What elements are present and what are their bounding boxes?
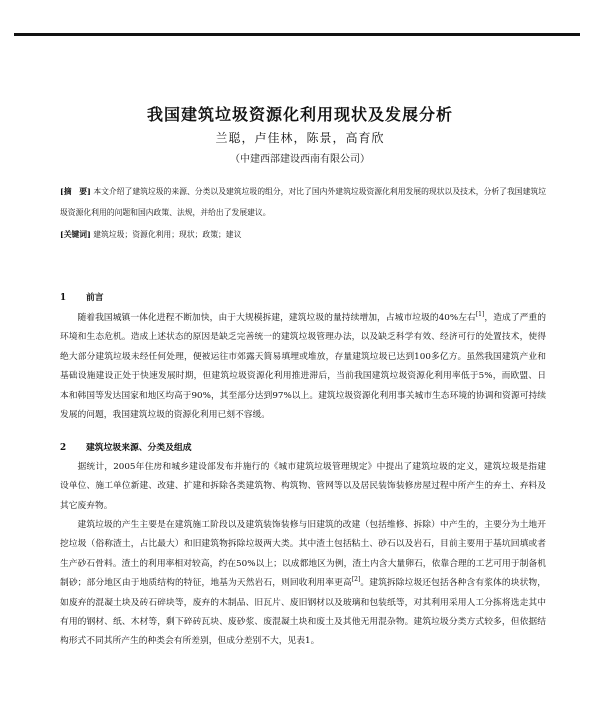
section-2-heading <box>60 440 192 453</box>
keywords-label: [关键词] <box>60 230 91 239</box>
abstract <box>60 181 546 223</box>
section-1-title: 前言 <box>86 293 104 303</box>
section-1-paragraph <box>60 309 546 425</box>
section-1-number: 1 <box>60 293 67 303</box>
paper-affiliation: （中建西部建设西南有限公司） <box>230 154 370 165</box>
section-2-paragraph-1: 据统计，2005年住房和城乡建设部发布并施行的《城市建筑垃圾管理规定》中提出了建筑垃圾的定义，建筑垃圾是指建设单位、施工单位新建、改建、扩建和拆除各类建筑物、构筑物、管网等以及居民装饰装修房屋过程中所产生的弃土、弃料及其它废弃物。 <box>60 462 546 511</box>
top-rule <box>14 33 580 36</box>
abstract-label: [摘 要] <box>60 187 91 196</box>
paragraph-text: 。建筑拆除垃圾还包括各种含有浆体的块状物，如废弃的混凝土块及砖石碎块等，废弃的木制品、旧瓦片、废旧钢材以及玻璃和包装纸等，对其利用采用人工分拣将选走其中有用的钢材、纸、木材等，剩下碎砖瓦块、废砂浆、废混凝土块和废土及其他无用混杂物。建筑垃圾分类方式较多，但依据结构形式不同其所产生的种类会有所差别，但成分差别不大，见表1。 <box>60 578 547 647</box>
section-2-paragraph-2 <box>60 516 546 652</box>
citation-ref: [1] <box>475 311 485 319</box>
section-2-number: 2 <box>60 443 67 453</box>
citation-ref: [2] <box>351 576 361 584</box>
keywords-text: 建筑垃圾；资源化利用；现状；政策；建议 <box>93 230 242 239</box>
paragraph-text: 随着我国城镇一体化进程不断加快，由于大规模拆建，建筑垃圾的量持续增加，占城市垃圾的40%左右 <box>77 313 476 323</box>
paper-title: 我国建筑垃圾资源化利用现状及发展分析 <box>146 105 453 124</box>
keywords <box>60 224 546 245</box>
paragraph-text: 建筑垃圾的产生主要是在建筑施工阶段以及建筑装饰装修与旧建筑的改建（包括维修、拆除）中产生的，主要分为土地开挖垃圾（俗称渣土，占比最大）和旧建筑物拆除垃圾两大类。其中渣土包括粘土、砂石以及岩石，目前主要用于基坑回填或者生产砂石骨料。渣土的利用率相对较高，约在50%以上；以成都地区为例，渣土内含大量卵石，依靠合理的工艺可用于制备机制砂；部分地区由于地质结构的特征，地基为天然岩石，则回收利用率更高 <box>60 520 546 589</box>
section-1-heading <box>60 290 104 303</box>
section-2-title: 建筑垃圾来源、分类及组成 <box>86 443 192 453</box>
abstract-text: 本文介绍了建筑垃圾的来源、分类以及建筑垃圾的组分，对比了国内外建筑垃圾资源化利用发展的现状以及技术，分析了我国建筑垃圾资源化利用的问题和国内政策、法规，并给出了发展建议。 <box>60 187 546 217</box>
paragraph-text: ，造成了严重的环境和生态危机。造成上述状态的原因是缺乏完善统一的建筑垃圾管理办法，以及缺乏科学有效、经济可行的处置技术，使得绝大部分建筑垃圾未经任何处理，便被运往市郊露天简易填埋或堆放，存量建筑垃圾已达到100多亿方。虽然我国建筑产业和基础设施建设正处于快速发展时期，但建筑垃圾资源化利用推进滞后，当前我国建筑垃圾资源化利用率低于5%，而欧盟、日本和韩国等发达国家和地区均高于90%，其至部分达到97%以上。建筑垃圾资源化利用事关城市生态环境的协调和资源可持续发展的问题，我国建筑垃圾的资源化利用已刻不容缓。 <box>60 313 546 421</box>
paper-authors: 兰聪，卢佳林，陈景，高育欣 <box>215 131 385 145</box>
